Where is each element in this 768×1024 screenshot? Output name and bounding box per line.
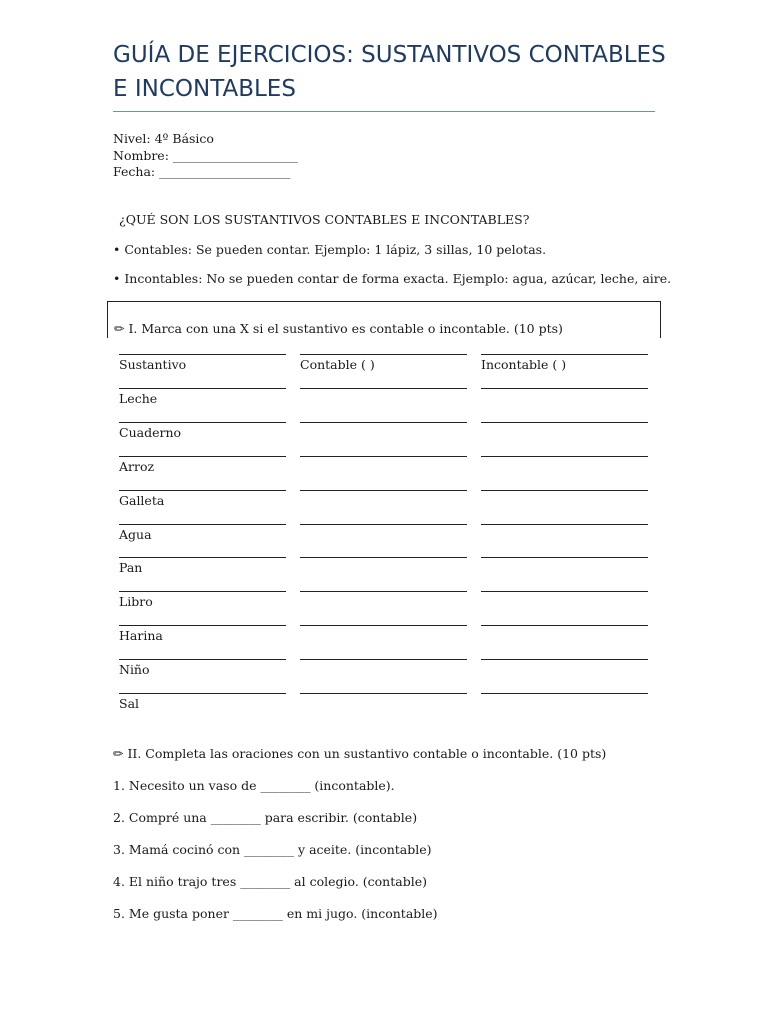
name-line: Nombre: ____________________: [113, 147, 298, 163]
table-rule: [481, 388, 648, 389]
table-rule: [119, 557, 286, 558]
table-rule: [481, 524, 648, 525]
date-line: Fecha: _____________________: [113, 164, 291, 179]
section2-instruction: ✏ II. Completa las oraciones con un sustantivo contable o incontable. (10 pts): [113, 746, 607, 761]
fill-in-sentence: 3. Mamá cocinó con ________ y aceite. (incontable): [113, 842, 432, 857]
table-rule: [119, 591, 286, 592]
table-rule: [481, 557, 648, 558]
table-rule: [300, 490, 467, 491]
table-rule: [300, 422, 467, 423]
intro-question: ¿QUÉ SON LOS SUSTANTIVOS CONTABLES E INCONTABLES?: [119, 212, 530, 227]
table-rule: [119, 354, 286, 355]
table-rule: [119, 524, 286, 525]
table-row-noun: Leche: [119, 391, 158, 406]
table-rule: [300, 456, 467, 457]
table-row-noun: Libro: [119, 594, 153, 609]
table-header-cell: Incontable ( ): [481, 357, 567, 372]
table-row-noun: Harina: [119, 628, 163, 643]
table-rule: [300, 693, 467, 694]
table-rule: [119, 625, 286, 626]
table-rule: [300, 354, 467, 355]
table-rule: [481, 490, 648, 491]
table-rule: [119, 456, 286, 457]
section1-instruction-box: [107, 301, 661, 338]
table-rule: [300, 625, 467, 626]
fill-in-sentence: 1. Necesito un vaso de ________ (incontable).: [113, 778, 395, 793]
table-rule: [119, 693, 286, 694]
level-line: Nivel: 4º Básico: [113, 131, 214, 146]
table-rule: [300, 659, 467, 660]
fill-in-sentence: 4. El niño trajo tres ________ al colegio. (contable): [113, 874, 427, 889]
uncountable-definition: • Incontables: No se pueden contar de forma exacta. Ejemplo: agua, azúcar, leche, aire.: [113, 271, 672, 286]
table-header-cell: Sustantivo: [119, 357, 187, 372]
fill-in-sentence: 5. Me gusta poner ________ en mi jugo. (incontable): [113, 906, 438, 921]
table-row-noun: Galleta: [119, 493, 165, 508]
table-header-cell: Contable ( ): [300, 357, 375, 372]
table-rule: [119, 422, 286, 423]
table-rule: [481, 354, 648, 355]
table-row-noun: Pan: [119, 560, 143, 575]
table-rule: [119, 388, 286, 389]
table-rule: [119, 490, 286, 491]
table-rule: [481, 456, 648, 457]
table-rule: [481, 591, 648, 592]
table-rule: [481, 625, 648, 626]
table-row-noun: Sal: [119, 696, 140, 711]
section1-instruction: ✏ I. Marca con una X si el sustantivo es contable o incontable. (10 pts): [114, 321, 563, 336]
table-row-noun: Niño: [119, 662, 150, 677]
table-rule: [481, 693, 648, 694]
table-rule: [300, 388, 467, 389]
title-divider: [113, 111, 655, 112]
fill-in-sentence: 2. Compré una ________ para escribir. (contable): [113, 810, 418, 825]
student-info: [113, 131, 298, 181]
table-rule: [300, 524, 467, 525]
table-rule: [300, 591, 467, 592]
table-row-noun: Arroz: [119, 459, 155, 474]
page-title: GUÍA DE EJERCICIOS: SUSTANTIVOS CONTABLES E INCONTABLES: [113, 42, 666, 102]
table-rule: [119, 659, 286, 660]
table-rule: [300, 557, 467, 558]
table-rule: [481, 659, 648, 660]
table-row-noun: Cuaderno: [119, 425, 182, 440]
table-row-noun: Agua: [119, 527, 152, 542]
countable-definition: • Contables: Se pueden contar. Ejemplo: 1 lápiz, 3 sillas, 10 pelotas.: [113, 242, 547, 257]
table-rule: [481, 422, 648, 423]
